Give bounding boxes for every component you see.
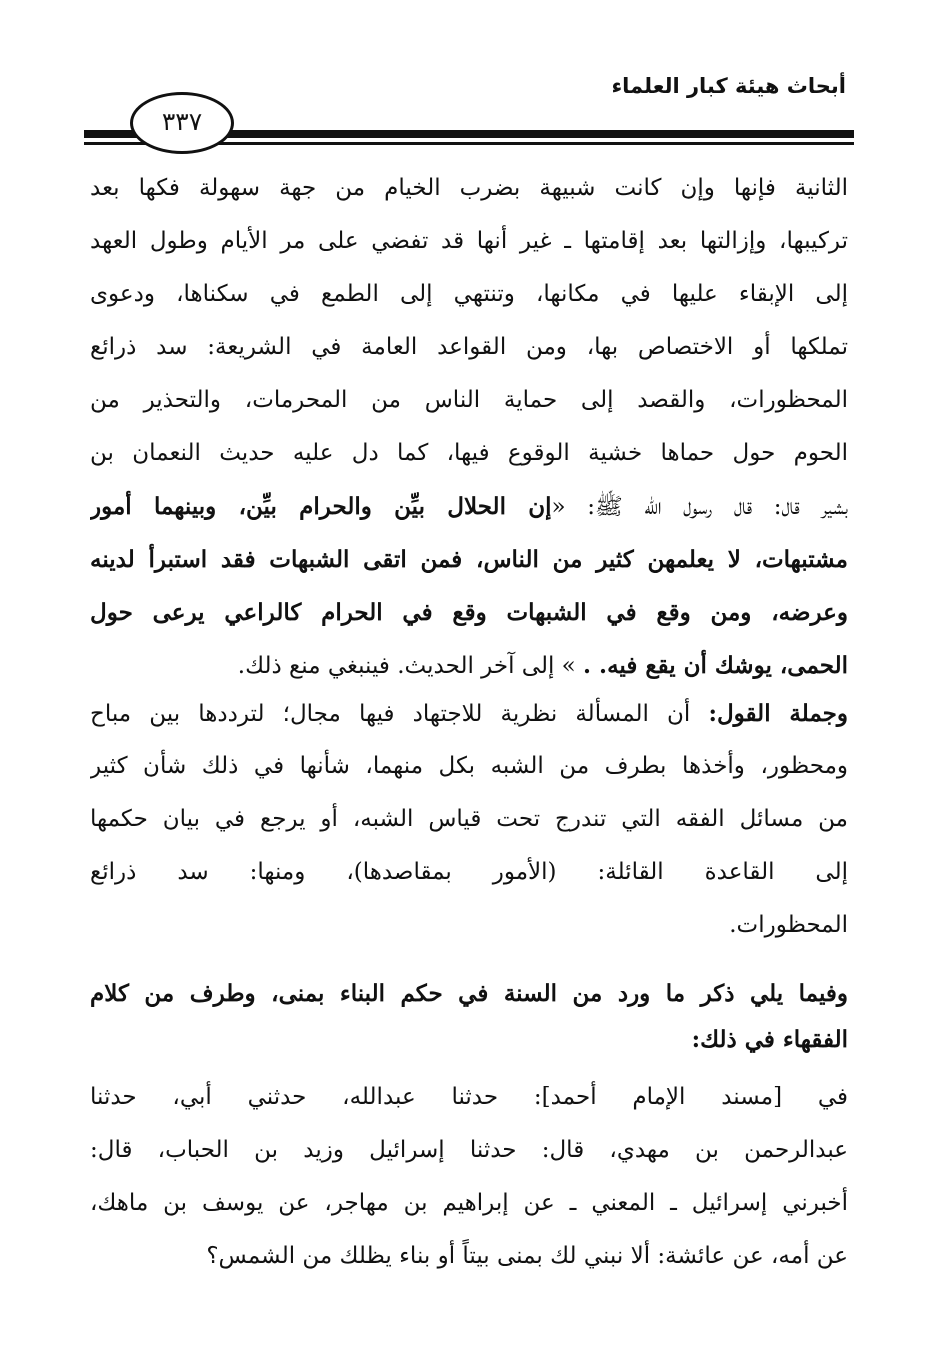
paragraph-2 <box>90 687 848 952</box>
text-line: عن أمه، عن عائشة: ألا نبني لك بمنى بيتاً أو بناء يظلك من الشمس؟ <box>206 1243 848 1269</box>
text-line <box>90 687 848 740</box>
text-span: » إلى آخر الحديث. فينبغي منع ذلك. <box>237 653 584 679</box>
text-line: إلى القاعدة القائلة: (الأمور بمقاصدها)، ومنها: سد ذرائع <box>90 859 848 885</box>
text-line: عبدالرحمن بن مهدي، قال: حدثنا إسرائيل وزيد بن الحباب، قال: <box>90 1137 848 1163</box>
text-line: في [مسند الإمام أحمد]: حدثنا عبدالله، حدثني أبي، حدثنا <box>90 1084 848 1110</box>
text-line <box>90 480 848 533</box>
lead-phrase: وجملة القول: <box>708 700 848 727</box>
page-number: ٣٣٧ <box>130 92 234 154</box>
text-line: وفيما يلي ذكر ما ورد من السنة في حكم البناء بمنى، وطرف من كلام <box>90 980 848 1007</box>
text-line: الثانية فإنها وإن كانت شبيهة بضرب الخيام من جهة سهولة فكها بعد <box>90 175 848 201</box>
text-line: ومحظور، وأخذها بطرف من الشبه بكل منهما، شأنها في ذلك شأن كثير <box>90 753 848 779</box>
text-line <box>90 639 848 692</box>
text-line: إلى الإبقاء عليها في مكانها، وتنتهي إلى الطمع في سكناها، ودعوى <box>90 281 848 307</box>
text-span: بشير قال: قال رسول الله ﷺ: « <box>551 494 848 520</box>
text-line: الحوم حول حماها خشية الوقوع فيها، كما دل عليه حديث النعمان بن <box>90 440 848 466</box>
hadith-text: إن الحلال بيِّن والحرام بيِّن، وبينهما أمور <box>90 493 552 520</box>
text-span: أن المسألة نظرية للاجتهاد فيها مجال؛ لترددها بين مباح <box>90 701 709 727</box>
text-line: أخبرني إسرائيل ـ المعني ـ عن إبراهيم بن مهاجر، عن يوسف بن ماهك، <box>90 1190 848 1216</box>
text-line: الفقهاء في ذلك: <box>691 1026 848 1053</box>
text-line: من مسائل الفقه التي تندرج تحت قياس الشبه، أو يرجع في بيان حكمها <box>90 806 848 832</box>
paragraph-1 <box>90 162 848 692</box>
text-line: تملكها أو الاختصاص بها، ومن القواعد العامة في الشريعة: سد ذرائع <box>90 334 848 360</box>
running-title: أبحاث هيئة كبار العلماء <box>611 74 846 98</box>
paragraph-4 <box>90 1071 848 1283</box>
text-line: تركيبها، وإزالتها بعد إقامتها ـ غير أنها قد تفضي على مر الأيام وطول العهد <box>90 228 848 254</box>
text-line: المحظورات. <box>729 912 848 938</box>
hadith-text: الحمى، يوشك أن يقع فيه. . <box>583 652 848 679</box>
text-line: المحظورات، والقصد إلى حماية الناس من المحرمات، والتحذير من <box>90 387 848 413</box>
hadith-line: وعرضه، ومن وقع في الشبهات وقع في الحرام كالراعي يرعى حول <box>90 599 848 626</box>
hadith-line: مشتبهات، لا يعلمهن كثير من الناس، فمن اتقى الشبهات فقد استبرأ لدينه <box>90 546 848 573</box>
paragraph-3 <box>90 971 848 1063</box>
